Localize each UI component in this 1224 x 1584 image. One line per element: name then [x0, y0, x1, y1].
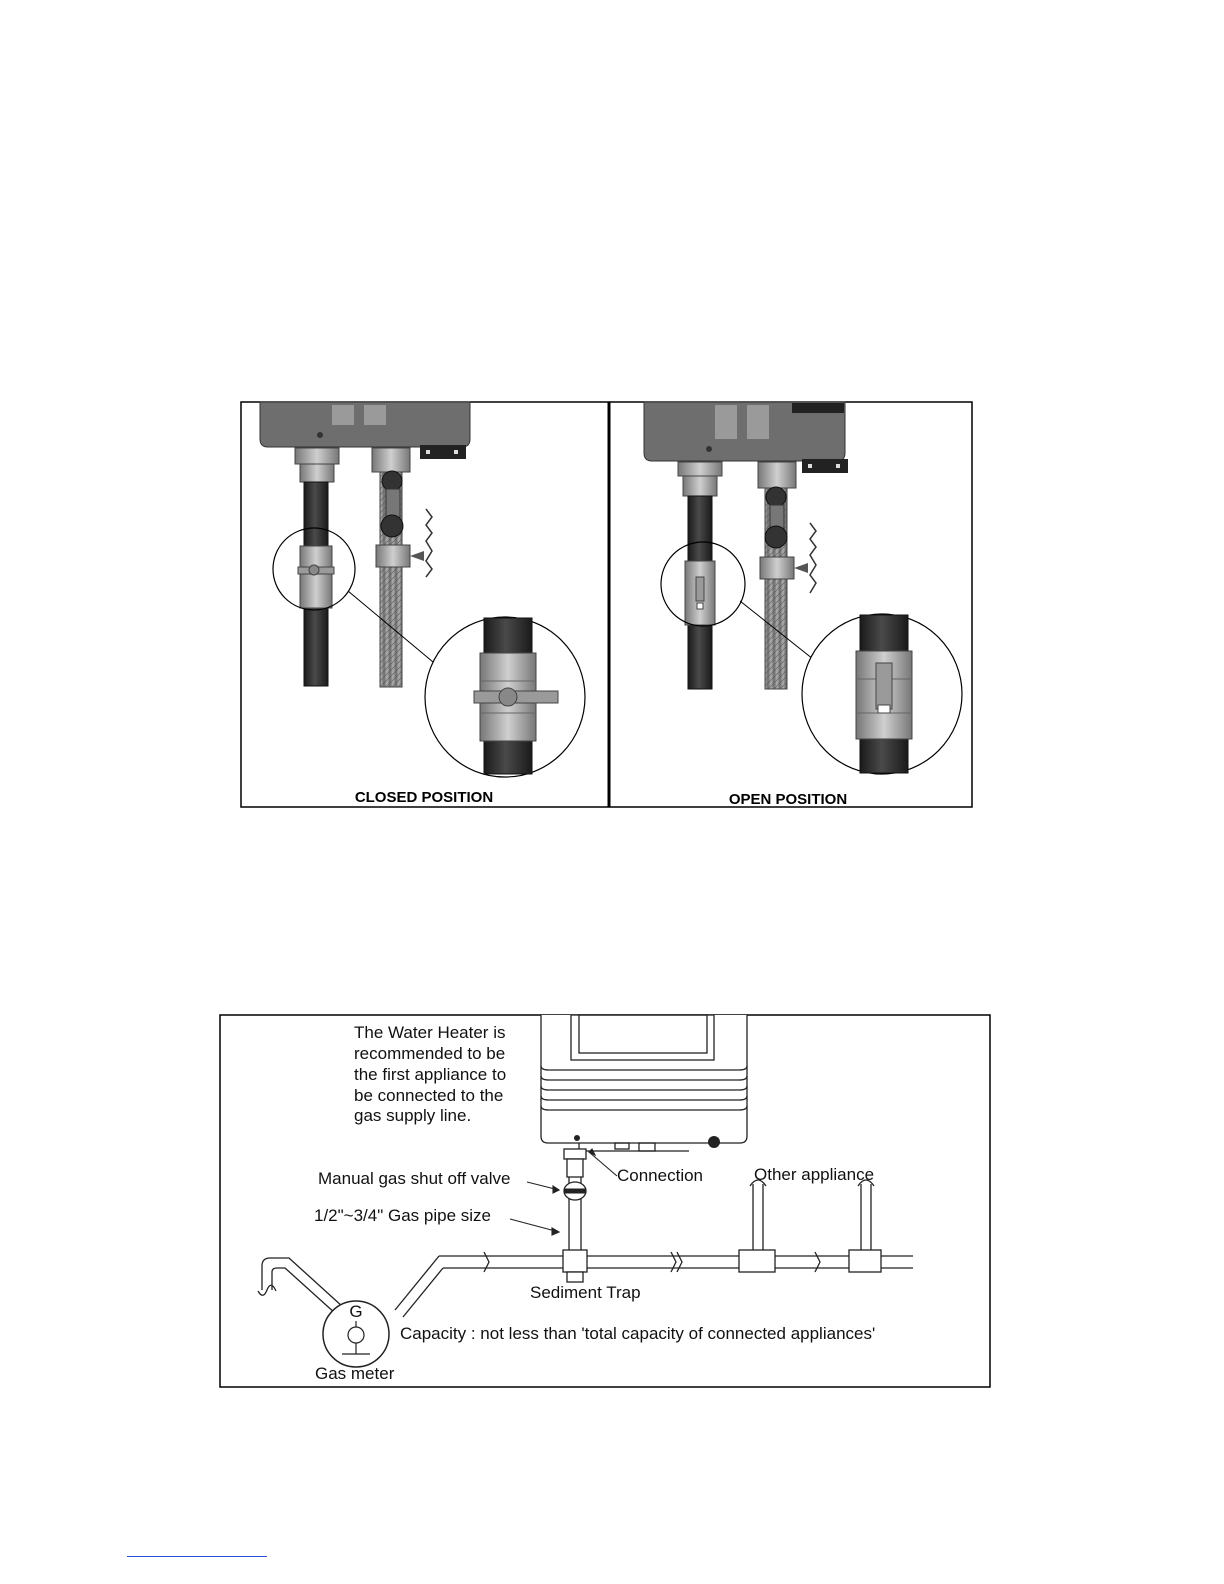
heater-drain-knob	[708, 1136, 720, 1148]
detail-indicator	[878, 705, 890, 713]
heater-screw	[317, 432, 323, 438]
gas-meter	[323, 1301, 389, 1367]
note-line-3: the first appliance to	[354, 1065, 507, 1084]
valve-position-diagram	[240, 401, 973, 808]
valve-handle-open	[696, 577, 704, 601]
sediment-trap	[563, 1250, 587, 1282]
capacity-label: Capacity : not less than 'total capacity of connected appliances'	[400, 1324, 876, 1343]
gas-valve-knob	[382, 471, 402, 491]
connector-pin	[836, 464, 840, 468]
gas-meter-symbol: G	[349, 1302, 363, 1321]
valve-stem	[309, 565, 319, 575]
pipe-nut	[678, 462, 722, 476]
connection-label: Connection	[617, 1166, 704, 1185]
heater-panel-mark	[715, 405, 737, 439]
gas-valve-ball	[765, 526, 787, 548]
gas-valve-coupling	[760, 557, 794, 579]
gas-pipe-nut	[758, 462, 796, 488]
connection-point	[574, 1135, 580, 1141]
heater-screw	[706, 446, 712, 452]
pipe-size-label: 1/2"~3/4" Gas pipe size	[314, 1206, 491, 1225]
heater-panel-mark	[364, 405, 386, 425]
pipe-nut	[683, 476, 717, 496]
heater-logo-strip	[792, 403, 844, 413]
note-line-5: gas supply line.	[354, 1106, 472, 1125]
gas-valve-ball	[381, 515, 403, 537]
gas-valve-knob	[766, 487, 786, 507]
shutoff-valve-label: Manual gas shut off valve	[318, 1169, 511, 1188]
detail-stem	[499, 688, 517, 706]
heater-panel-mark	[747, 405, 769, 439]
note-line-4: be connected to the	[354, 1086, 504, 1105]
gas-supply-figure	[219, 1014, 991, 1388]
valve-indicator	[697, 603, 703, 609]
valve-position-figure	[240, 401, 973, 808]
connector-pin	[426, 450, 430, 454]
inline-ball-valve	[300, 546, 332, 608]
connector-pin	[454, 450, 458, 454]
note-line-2: recommended to be	[354, 1044, 506, 1063]
other-appliance-label: Other appliance	[754, 1165, 875, 1184]
gas-supply-diagram	[219, 1014, 991, 1388]
heater-panel-mark	[332, 405, 354, 425]
pipe-nut	[300, 464, 334, 482]
footer-rule	[127, 1556, 267, 1557]
gas-meter-label: Gas meter	[315, 1364, 395, 1383]
pipe-nut	[295, 448, 339, 464]
gas-pipe-nut	[372, 448, 410, 472]
note-line-1: The Water Heater is	[354, 1023, 506, 1042]
gas-valve-coupling	[376, 545, 410, 567]
water-heater-unit	[541, 1015, 747, 1151]
sediment-trap-label: Sediment Trap	[530, 1283, 641, 1302]
open-position-caption: OPEN POSITION	[728, 791, 848, 808]
closed-position-caption: CLOSED POSITION	[354, 789, 494, 806]
detail-handle-open	[876, 663, 892, 709]
connector-pin	[808, 464, 812, 468]
